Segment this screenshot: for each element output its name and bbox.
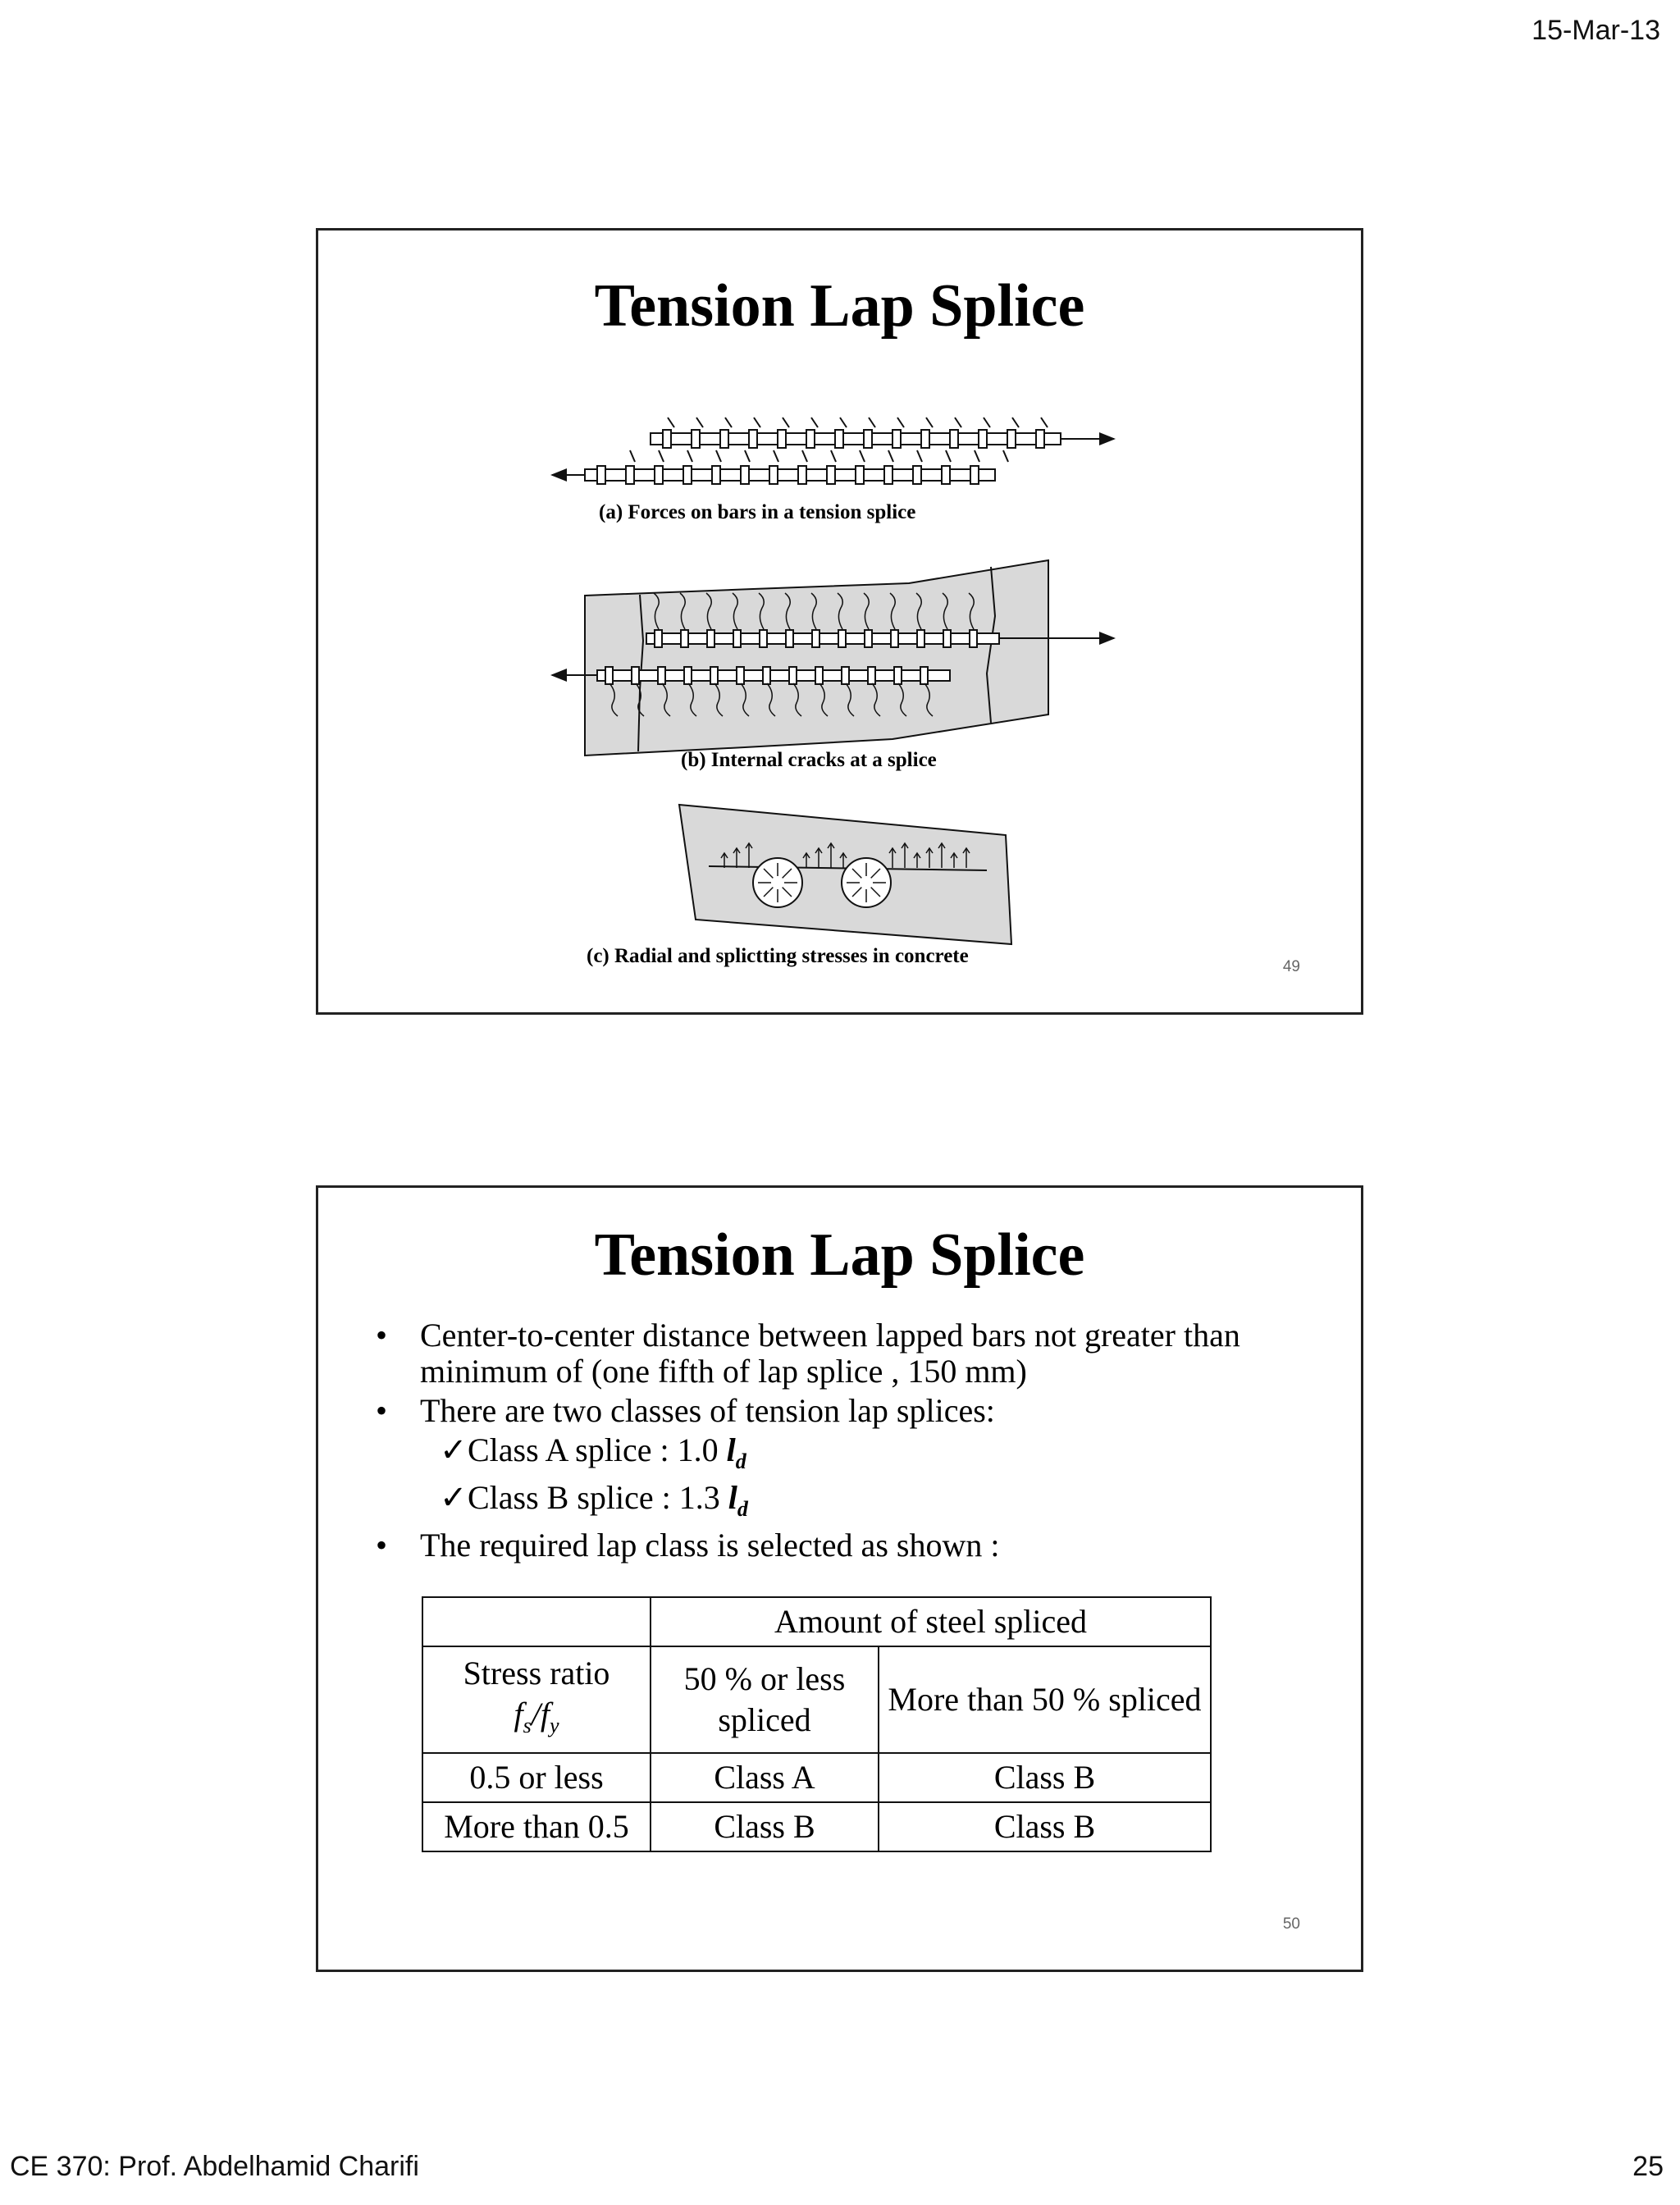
checkmark-icon: ✓ <box>440 1479 468 1516</box>
checkmark-icon: ✓ <box>440 1431 468 1468</box>
table-cell: Class A <box>651 1753 879 1802</box>
slide-50 <box>316 1185 1363 1972</box>
table-row <box>422 1597 1211 1646</box>
table-cell: Class B <box>879 1753 1211 1802</box>
table-header-50-or-less: 50 % or less spliced <box>651 1646 879 1753</box>
table-group-header: Amount of steel spliced <box>651 1597 1211 1646</box>
figure-a-bars <box>552 418 1114 484</box>
table-row <box>422 1802 1211 1851</box>
figure-c-section <box>679 805 1011 944</box>
table-row <box>422 1646 1211 1753</box>
header-date: 15-Mar-13 <box>1532 15 1660 46</box>
bullet-item <box>376 1317 1319 1390</box>
ld-symbol: $l_d$ <box>728 1479 748 1521</box>
bullet-item <box>376 1527 1319 1564</box>
bullet-item <box>376 1393 1319 1429</box>
check-text: Class A splice : 1.0 <box>468 1431 727 1468</box>
bullet-text: The required lap class is selected as shown : <box>420 1527 1000 1564</box>
slide-number: 49 <box>1282 958 1300 975</box>
bullet-text: Center-to-center distance between lapped bars not greater than minimum of (one fifth of lap splice , 150 mm) <box>420 1317 1240 1390</box>
caption-a: (a) Forces on bars in a tension splice <box>599 501 916 523</box>
bullet-text: There are two classes of tension lap splices: <box>420 1392 995 1429</box>
footer-course: CE 370: Prof. Abdelhamid Charifi <box>10 2151 419 2182</box>
check-item <box>376 1480 1319 1527</box>
table-cell: 0.5 or less <box>422 1753 651 1802</box>
table-cell: Class B <box>651 1802 879 1851</box>
table-cell-empty <box>422 1597 651 1646</box>
check-text: Class B splice : 1.3 <box>468 1479 728 1516</box>
table-cell: More than 0.5 <box>422 1802 651 1851</box>
table-header-more-than-50: More than 50 % spliced <box>879 1646 1211 1753</box>
table-row <box>422 1753 1211 1802</box>
caption-c: (c) Radial and splictting stresses in concrete <box>587 945 969 967</box>
bullet-marker: • <box>376 1527 388 1564</box>
lap-splice-figure <box>318 231 1361 1012</box>
caption-b: (b) Internal cracks at a splice <box>681 749 937 771</box>
footer-page-number: 25 <box>1632 2151 1664 2182</box>
slide-number: 50 <box>1282 1915 1300 1933</box>
lap-class-table <box>422 1596 1212 1852</box>
bullet-list <box>376 1317 1319 1567</box>
ld-symbol: $l_d$ <box>726 1431 746 1473</box>
slide-49 <box>316 228 1363 1015</box>
slide-title: Tension Lap Splice <box>594 1221 1085 1289</box>
bullet-marker: • <box>376 1317 388 1354</box>
bullet-marker: • <box>376 1392 388 1429</box>
figure-b-block <box>552 560 1114 756</box>
stress-ratio-symbol: $f_s/f_y$ <box>514 1696 559 1737</box>
check-item <box>376 1432 1319 1480</box>
slide-title: Tension Lap Splice <box>594 272 1085 340</box>
table-cell: Class B <box>879 1802 1211 1851</box>
table-header-stress-ratio: Stress ratio $f_s/f_y$ <box>422 1646 651 1753</box>
